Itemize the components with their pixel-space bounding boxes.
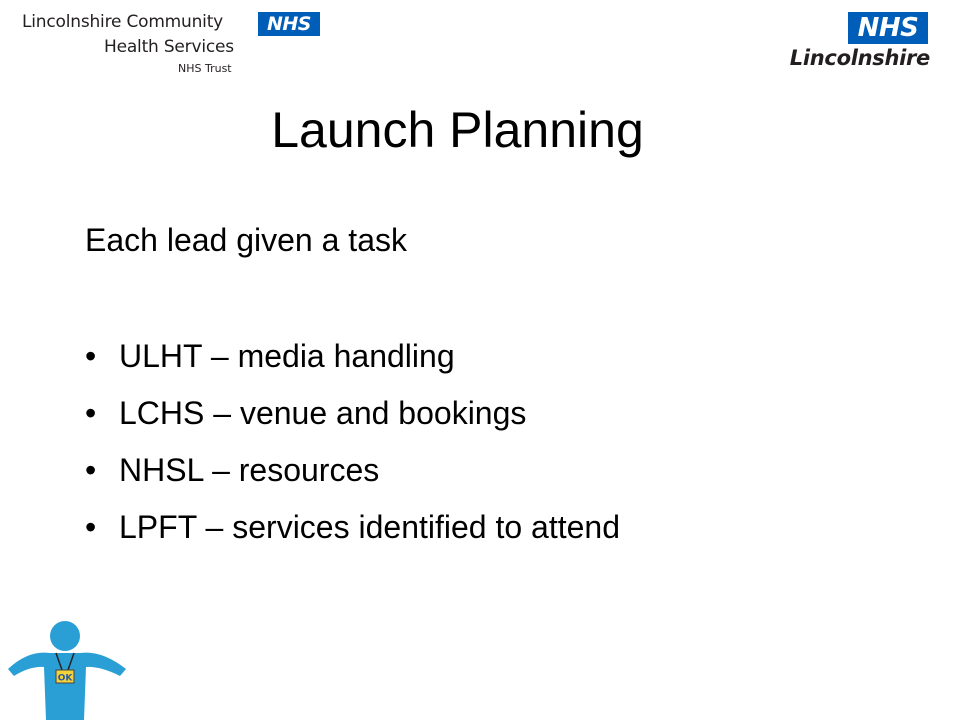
bullet-mark: • (85, 338, 97, 374)
bullet-mark: • (85, 395, 97, 431)
mascot-figure-icon (0, 606, 134, 720)
bullet-mark: • (85, 452, 97, 488)
bullet-item (85, 393, 620, 450)
lchs-logo-line2: Health Services (104, 37, 234, 57)
bullet-mark: • (85, 509, 97, 545)
bullet-item (85, 450, 620, 507)
bullet-text: NHSL – resources (119, 452, 380, 488)
mascot-badge-text: OK (57, 673, 73, 684)
bullet-list (85, 336, 620, 564)
bullet-text: LPFT – services identified to attend (119, 509, 621, 545)
bullet-item (85, 507, 620, 564)
bullet-text: ULHT – media handling (119, 338, 455, 374)
lchs-logo-line1: Lincolnshire Community (22, 12, 224, 32)
nhs-badge-small: NHS (258, 12, 320, 36)
bullet-item (85, 336, 620, 393)
intro-text: Each lead given a task (85, 222, 407, 258)
nhs-lincolnshire-logo (780, 12, 930, 74)
nhs-badge-large: NHS (848, 12, 928, 44)
lincolnshire-wordmark: Lincolnshire (789, 46, 930, 70)
lchs-logo (22, 12, 312, 82)
bullet-text: LCHS – venue and bookings (119, 395, 527, 431)
slide-title: Launch Planning (271, 102, 644, 158)
lchs-logo-line3: NHS Trust (178, 62, 232, 75)
